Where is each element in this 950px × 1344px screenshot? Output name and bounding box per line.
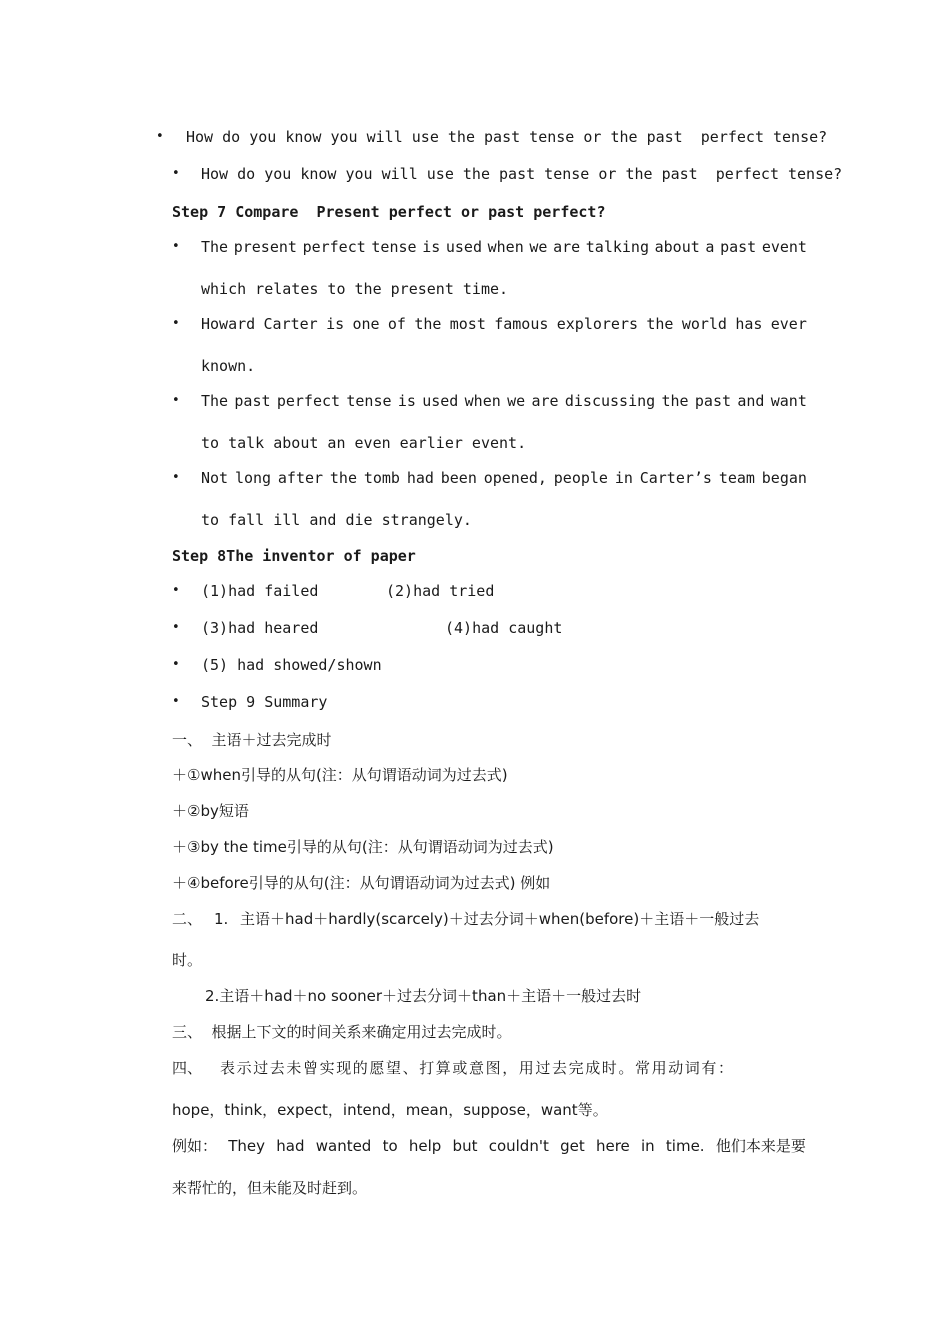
- step8-answer-1: (1)had failed: [201, 582, 319, 600]
- summary-section-2-line1: 二、 1. 主语＋had＋hardly(scarcely)＋过去分词＋when(before)＋主语＋一般过去: [172, 910, 760, 928]
- summary-section-2-line1-end: 时。: [172, 951, 203, 969]
- bullet-icon: •: [156, 129, 164, 144]
- bullet-icon: •: [172, 694, 180, 709]
- step8-answer-5: (5) had showed/shown: [201, 656, 382, 674]
- step9-heading: Step 9 Summary: [201, 693, 328, 711]
- bullet-icon: •: [172, 316, 180, 331]
- summary-section-4-line1: 四、 表示过去未曾实现的愿望、打算或意图，用过去完成时。常用动词有：: [172, 1059, 735, 1077]
- bullet-icon: •: [172, 657, 180, 672]
- step7-heading: Step 7 Compare Present perfect or past perfect?: [172, 203, 606, 221]
- step8-answer-2: (2)had tried: [386, 582, 495, 600]
- step7-item-3-line1: The past perfect tense is used when we are discussing the past and want: [201, 392, 807, 410]
- summary-section-1-title: 一、 主语＋过去完成时: [172, 731, 332, 749]
- bullet-icon: •: [172, 393, 180, 408]
- bullet-icon: •: [172, 470, 180, 485]
- summary-section-1-item: ＋①when引导的从句(注：从句谓语动词为过去式): [172, 766, 508, 784]
- step7-item-4-line1: Not long after the tomb had been opened, people in Carter’s team began: [201, 469, 807, 487]
- step7-item-1-line2: which relates to the present time.: [201, 280, 509, 298]
- step7-item-3-line2: to talk about an even earlier event.: [201, 434, 527, 452]
- step7-item-2-line2: known.: [201, 357, 256, 375]
- summary-section-1-item: ＋③by the time引导的从句(注：从句谓语动词为过去式): [172, 838, 554, 856]
- example-line1: 例如： They had wanted to help but couldn't get here in time. 他们本来是要: [172, 1137, 806, 1155]
- bullet-icon: •: [172, 166, 180, 181]
- question-line-2: How do you know you will use the past tense or the past perfect tense?: [201, 165, 843, 183]
- step8-heading: Step 8The inventor of paper: [172, 547, 416, 565]
- example-line2: 来帮忙的，但未能及时赶到。: [172, 1179, 368, 1197]
- summary-section-1-item: ＋④before引导的从句(注：从句谓语动词为过去式) 例如: [172, 874, 551, 892]
- step8-answer-4: (4)had caught: [445, 619, 563, 637]
- summary-section-3: 三、 根据上下文的时间关系来确定用过去完成时。: [172, 1023, 512, 1041]
- step7-item-4-line2: to fall ill and die strangely.: [201, 511, 472, 529]
- bullet-icon: •: [172, 239, 180, 254]
- step8-answer-3: (3)had heared: [201, 619, 319, 637]
- summary-section-4-line2: hope，think，expect，intend，mean，suppose，want等。: [172, 1101, 608, 1119]
- step7-item-2-line1: Howard Carter is one of the most famous explorers the world has ever: [201, 315, 807, 333]
- question-line-1: How do you know you will use the past tense or the past perfect tense?: [186, 128, 828, 146]
- bullet-icon: •: [172, 620, 180, 635]
- summary-section-1-item: ＋②by短语: [172, 802, 249, 820]
- summary-section-2-line2: 2.主语＋had＋no sooner＋过去分词＋than＋主语＋一般过去时: [205, 987, 642, 1005]
- bullet-icon: •: [172, 583, 180, 598]
- step7-item-1-line1: The present perfect tense is used when we are talking about a past event: [201, 238, 807, 256]
